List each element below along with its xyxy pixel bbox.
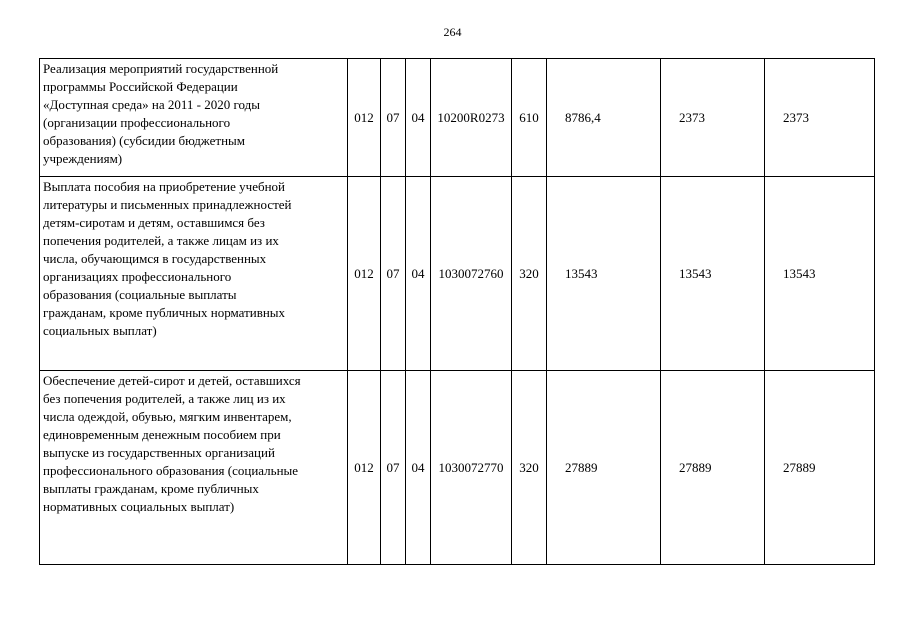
amount-year-3: 27889 bbox=[765, 371, 875, 565]
section-code: 07 bbox=[381, 59, 406, 177]
amount-year-2: 27889 bbox=[661, 371, 765, 565]
expense-type-code: 610 bbox=[512, 59, 547, 177]
amount-year-1: 13543 bbox=[547, 177, 661, 371]
target-article-code: 1030072770 bbox=[431, 371, 512, 565]
section-code: 07 bbox=[381, 177, 406, 371]
amount-year-3: 13543 bbox=[765, 177, 875, 371]
amount-year-1: 27889 bbox=[547, 371, 661, 565]
expense-type-code: 320 bbox=[512, 177, 547, 371]
section-code: 07 bbox=[381, 371, 406, 565]
target-article-code: 1030072760 bbox=[431, 177, 512, 371]
amount-year-2: 13543 bbox=[661, 177, 765, 371]
table-row bbox=[40, 371, 875, 565]
row-description: Выплата пособия на приобретение учебной литературы и письменных принадлежностей детям-сиротам и детям, оставшимся без попечения родителей, а также лицам из их числа, обучающимся в государственных организациях профессионального образования (социальные выплаты гражданам, кроме публичных нормативных социальных выплат) bbox=[40, 177, 348, 371]
expense-type-code: 320 bbox=[512, 371, 547, 565]
grbs-code: 012 bbox=[348, 177, 381, 371]
budget-table bbox=[39, 58, 875, 565]
amount-year-1: 8786,4 bbox=[547, 59, 661, 177]
subsection-code: 04 bbox=[406, 59, 431, 177]
row-description: Обеспечение детей-сирот и детей, оставшихся без попечения родителей, а также лиц из их числа одеждой, обувью, мягким инвентарем, единовременным денежным пособием при выпуске из государственных организаций профессионального образования (социальные выплаты гражданам, кроме публичных нормативных социальных выплат) bbox=[40, 371, 348, 565]
table-row bbox=[40, 177, 875, 371]
grbs-code: 012 bbox=[348, 59, 381, 177]
grbs-code: 012 bbox=[348, 371, 381, 565]
amount-year-3: 2373 bbox=[765, 59, 875, 177]
subsection-code: 04 bbox=[406, 177, 431, 371]
subsection-code: 04 bbox=[406, 371, 431, 565]
table-row bbox=[40, 59, 875, 177]
page-number: 264 bbox=[443, 25, 462, 39]
amount-year-2: 2373 bbox=[661, 59, 765, 177]
row-description: Реализация мероприятий государственной программы Российской Федерации «Доступная среда» на 2011 - 2020 годы (организации профессионального образования) (субсидии бюджетным учреждениям) bbox=[40, 59, 348, 177]
target-article-code: 10200R0273 bbox=[431, 59, 512, 177]
